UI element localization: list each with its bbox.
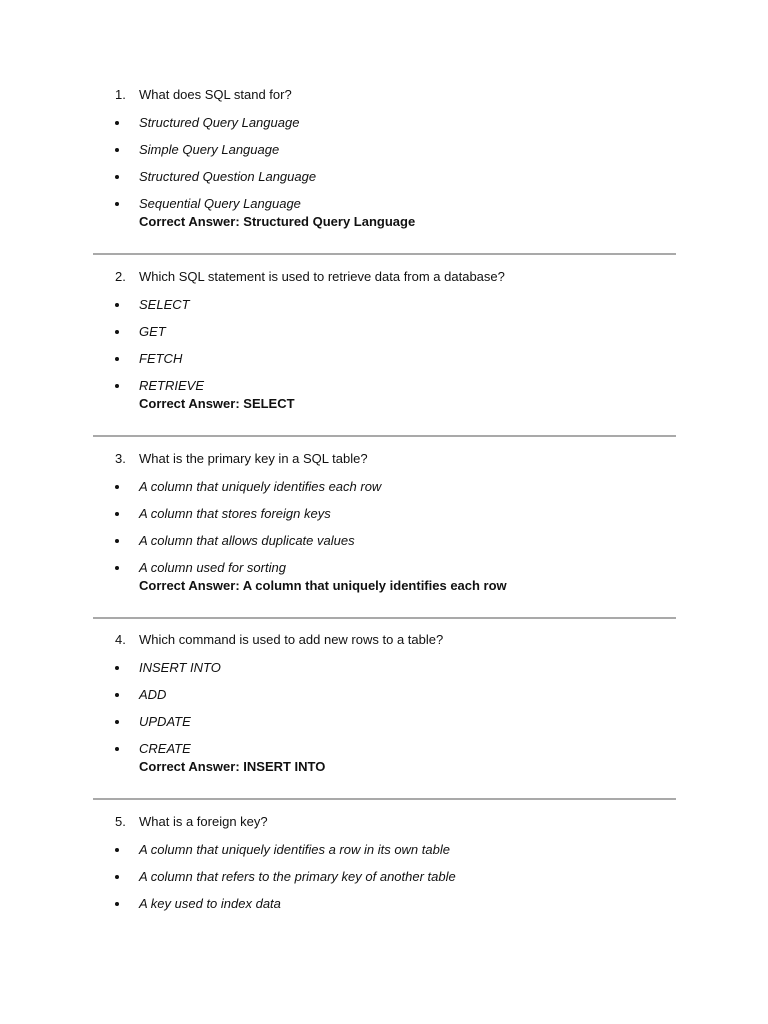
option-text: Simple Query Language <box>139 142 280 157</box>
option-text: Sequential Query Language <box>139 196 301 211</box>
question-block-4 <box>93 631 676 774</box>
question-line <box>93 268 676 286</box>
bullet-icon <box>115 357 119 361</box>
bullet-icon <box>115 902 119 906</box>
question-block-5 <box>93 813 676 911</box>
option-text: A column that refers to the primary key of another table <box>139 869 456 884</box>
bullet-icon <box>115 175 119 179</box>
question-line <box>93 813 676 831</box>
option-text: SELECT <box>139 297 190 312</box>
bullet-icon <box>115 512 119 516</box>
bullet-icon <box>115 485 119 489</box>
bullet-icon <box>115 848 119 852</box>
bullet-icon <box>115 666 119 670</box>
correct-answer: Correct Answer: A column that uniquely identifies each row <box>139 578 507 593</box>
correct-answer: Correct Answer: Structured Query Language <box>139 214 416 229</box>
option-text: ADD <box>139 687 167 702</box>
option-text: A column that allows duplicate values <box>139 533 355 548</box>
question-block-1 <box>93 86 676 229</box>
bullet-icon <box>115 330 119 334</box>
question-number: 4. <box>115 632 126 647</box>
question-text: What is the primary key in a SQL table? <box>139 451 368 466</box>
bullet-icon <box>115 566 119 570</box>
question-number: 1. <box>115 87 126 102</box>
bullet-icon <box>115 148 119 152</box>
bullet-icon <box>115 303 119 307</box>
question-number: 2. <box>115 269 126 284</box>
question-text: Which command is used to add new rows to a table? <box>139 632 444 647</box>
question-number: 3. <box>115 451 126 466</box>
question-text: What does SQL stand for? <box>139 87 292 102</box>
question-block-3 <box>93 450 676 593</box>
divider <box>93 798 676 800</box>
option-text: A column that uniquely identifies each row <box>139 479 382 494</box>
option-text: A column that uniquely identifies a row in its own table <box>139 842 450 857</box>
question-line <box>93 86 676 104</box>
bullet-icon <box>115 121 119 125</box>
option-text: Structured Query Language <box>139 115 300 130</box>
correct-answer: Correct Answer: SELECT <box>139 396 295 411</box>
bullet-icon <box>115 539 119 543</box>
correct-answer: Correct Answer: INSERT INTO <box>139 759 326 774</box>
question-text: What is a foreign key? <box>139 814 268 829</box>
divider <box>93 435 676 437</box>
option-text: INSERT INTO <box>139 660 221 675</box>
question-line <box>93 450 676 468</box>
option-text: CREATE <box>139 741 191 756</box>
bullet-icon <box>115 384 119 388</box>
question-line <box>93 631 676 649</box>
bullet-icon <box>115 202 119 206</box>
bullet-icon <box>115 875 119 879</box>
divider <box>93 617 676 619</box>
option-text: FETCH <box>139 351 183 366</box>
option-text: RETRIEVE <box>139 378 205 393</box>
divider <box>93 253 676 255</box>
question-text: Which SQL statement is used to retrieve data from a database? <box>139 269 505 284</box>
option-text: GET <box>139 324 166 339</box>
option-text: A column that stores foreign keys <box>139 506 331 521</box>
question-block-2 <box>93 268 676 411</box>
option-text: Structured Question Language <box>139 169 317 184</box>
bullet-icon <box>115 747 119 751</box>
question-number: 5. <box>115 814 126 829</box>
bullet-icon <box>115 720 119 724</box>
bullet-icon <box>115 693 119 697</box>
option-text: A key used to index data <box>139 896 281 911</box>
option-text: UPDATE <box>139 714 191 729</box>
option-text: A column used for sorting <box>139 560 286 575</box>
